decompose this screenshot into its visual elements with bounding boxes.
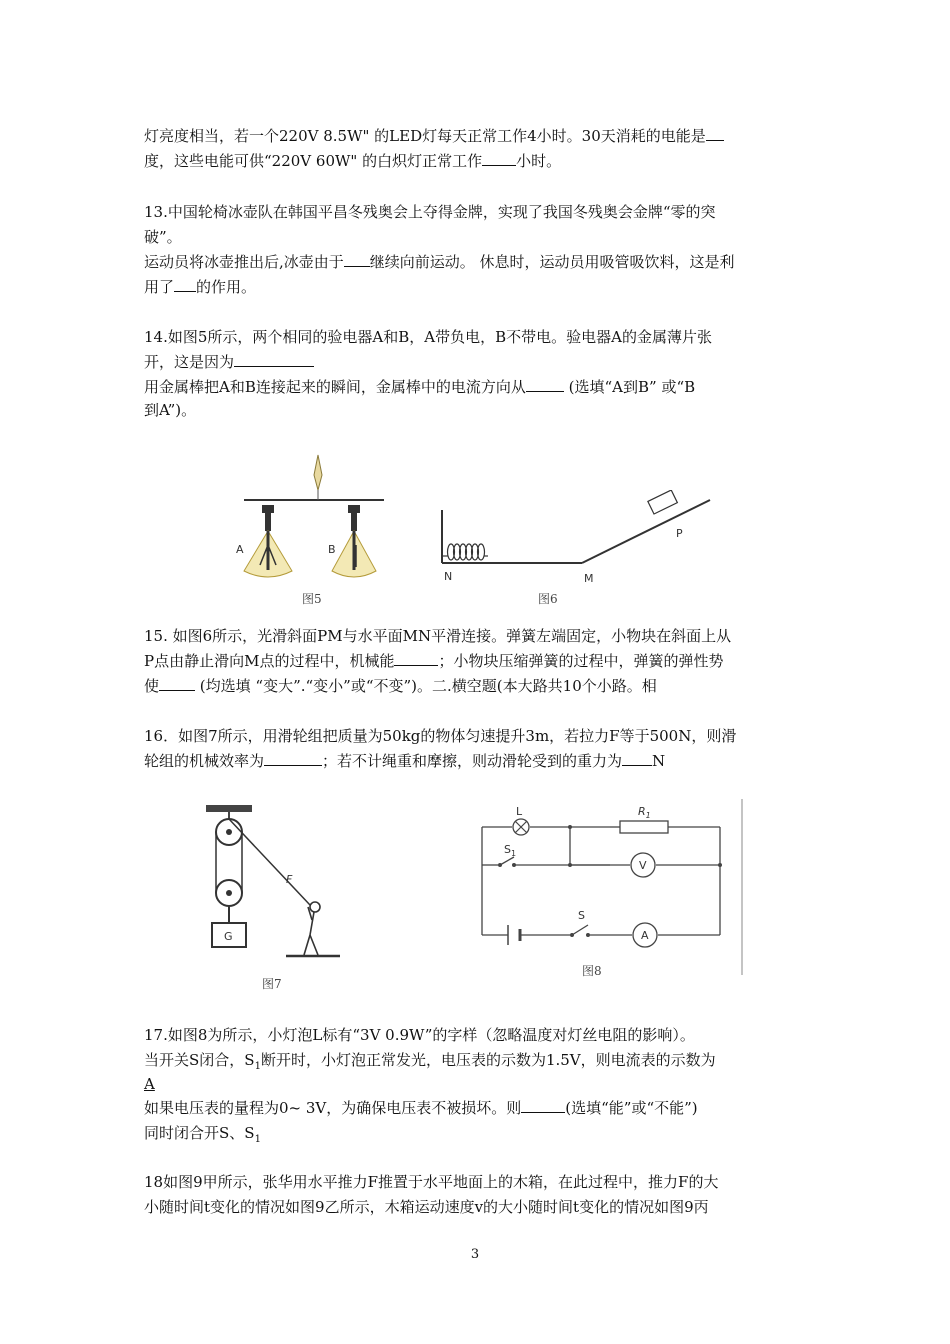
answer-blank[interactable] [394,651,438,666]
question-18-line [144,1172,718,1192]
text-span: ；若不计绳重和摩擦，则动滑轮受到的重力为 [322,752,623,770]
question-14-line [144,327,712,347]
answer-blank[interactable] [526,377,564,392]
label-s: S [578,909,585,922]
text-span: ；小物块压缩弹簧的过程中，弹簧的弹性势 [438,652,724,670]
text-span: 度，这些电能可供“220V 60W" 的白炽灯正常工作 [144,152,483,170]
text-span: P点由静止滑向M点的过程中，机械能 [144,652,395,670]
text-span: 同时闭合开S、S [144,1124,255,1142]
label-b: B [328,543,336,556]
text-span: 18如图9甲所示，张华用水平推力F推置于水平地面上的木箱，在此过程中，推力F的大 [144,1173,719,1191]
text-line [144,1197,709,1217]
label-p: P [676,527,683,540]
text-span: 15. 如图6所示，光滑斜面PM与水平面MN平滑连接。弹簧左端固定，小物块在斜面上从 [144,627,732,645]
text-span: 运动员将冰壶推出后,冰壶由于 [144,253,344,271]
text-span: 开，这是因为 [144,353,235,371]
person [304,902,320,955]
label-a: A [641,929,649,942]
text-span: (选填“A到B” 或“B [563,378,696,396]
answer-unit: A [144,1075,155,1093]
answer-blank[interactable] [482,151,516,166]
electroscope-a [244,505,292,577]
figure-7-caption: 图7 [262,977,282,991]
text-line [144,676,657,696]
switch-s [570,925,590,937]
battery [508,925,520,945]
question-13-line [144,202,716,222]
answer-blank[interactable] [159,676,195,691]
answer-blank[interactable] [706,126,724,141]
text-line [144,1074,155,1094]
block [648,490,678,514]
figure-8-caption: 图8 [582,964,602,978]
text-line [144,227,182,247]
text-span: N [652,752,666,770]
text-span: 17.如图8为所示，小灯泡L标有“3V 0.9W”的字样（忽略温度对灯丝电阻的影响）。 [144,1026,695,1044]
question-17-line [144,1025,695,1045]
figure-5-electroscopes [230,445,390,605]
figure-7-pulley [190,795,350,990]
text-line [144,126,724,146]
text-line [144,751,665,771]
label-l: L [516,805,523,818]
answer-blank[interactable] [521,1098,565,1113]
text-line [144,151,561,171]
electroscope-b [332,505,376,577]
text-span: 用金属棒把A和B连接起来的瞬间，金属棒中的电流方向从 [144,378,526,396]
answer-blank[interactable] [344,252,370,267]
label-s1: $S_1$ [504,843,517,858]
text-span: 轮组的机械效率为 [144,752,265,770]
answer-blank[interactable] [174,277,196,292]
lamp-l [513,819,529,835]
text-span: 小随时间t变化的情况如图9乙所示，木箱运动速度v的大小随时间t变化的情况如图9丙 [144,1198,709,1216]
figure-6-caption: 图6 [538,592,558,606]
question-15-line [144,626,731,646]
text-line [144,1123,261,1150]
answer-blank[interactable] [622,751,652,766]
label-v: V [639,859,647,872]
text-span: 如果电压表的量程为0~ 3V，为确保电压表不被损坏。则 [144,1099,522,1117]
text-line [144,352,314,372]
text-span: 使 [144,677,160,695]
label-r1: $R_1$ [638,805,651,820]
text-span: 的作用。 [196,278,257,296]
resistor-r1 [620,821,668,833]
figure-5-caption: 图5 [302,592,322,606]
text-span: 破”。 [144,228,182,246]
text-line [144,252,735,272]
text-line [144,277,256,297]
label-n: N [444,570,453,583]
text-span: 小时。 [516,152,562,170]
subscript: 1 [254,1061,261,1072]
text-span: 当开关S闭合，S [144,1051,255,1069]
switch-s1 [498,857,516,867]
text-span: 灯亮度相当，若一个220V 8.5W" 的LED灯每天正常工作4小时。30天消耗的电能是 [144,127,706,145]
figure-6-slope-spring [432,490,722,590]
figure-8-circuit [470,795,750,980]
label-g: G [224,930,233,943]
question-16-line [144,726,736,746]
answer-blank[interactable] [264,751,322,766]
text-span: (选填“能”或“不能”) [565,1099,698,1117]
subscript: 1 [254,1134,261,1145]
label-m: M [584,572,594,585]
text-line [144,1050,716,1077]
text-span: 断开时，小灯泡正常发光，电压表的示数为1.5V，则电流表的示数为 [260,1051,716,1069]
text-line [144,377,695,397]
text-span: 13.中国轮椅冰壶队在韩国平昌冬残奥会上夺得金牌，实现了我国冬残奥会金牌“零的突 [144,203,716,221]
text-span: 16．如图7所示，用滑轮组把质量为50kg的物体匀速提升3m，若拉力F等于500N，则滑 [144,727,737,745]
label-a: A [236,543,244,556]
page-number: 3 [470,1247,480,1262]
text-span: 到A”)。 [144,401,197,419]
text-line [144,1098,698,1118]
text-line [144,651,723,671]
text-line [144,400,196,420]
text-span: 14.如图5所示，两个相同的验电器A和B，A带负电，B不带电。验电器A的金属薄片张 [144,328,712,346]
text-span: 继续向前运动。 休息时，运动员用吸管吸饮料，这是利 [369,253,735,271]
spring [442,544,488,560]
text-span: (均选填 “变大”.“变小”或“不变”)。二.横空题(本大路共10个小路。相 [195,677,657,695]
text-span: 用了 [144,278,175,296]
answer-blank[interactable] [234,352,314,367]
label-f: F [286,873,293,886]
